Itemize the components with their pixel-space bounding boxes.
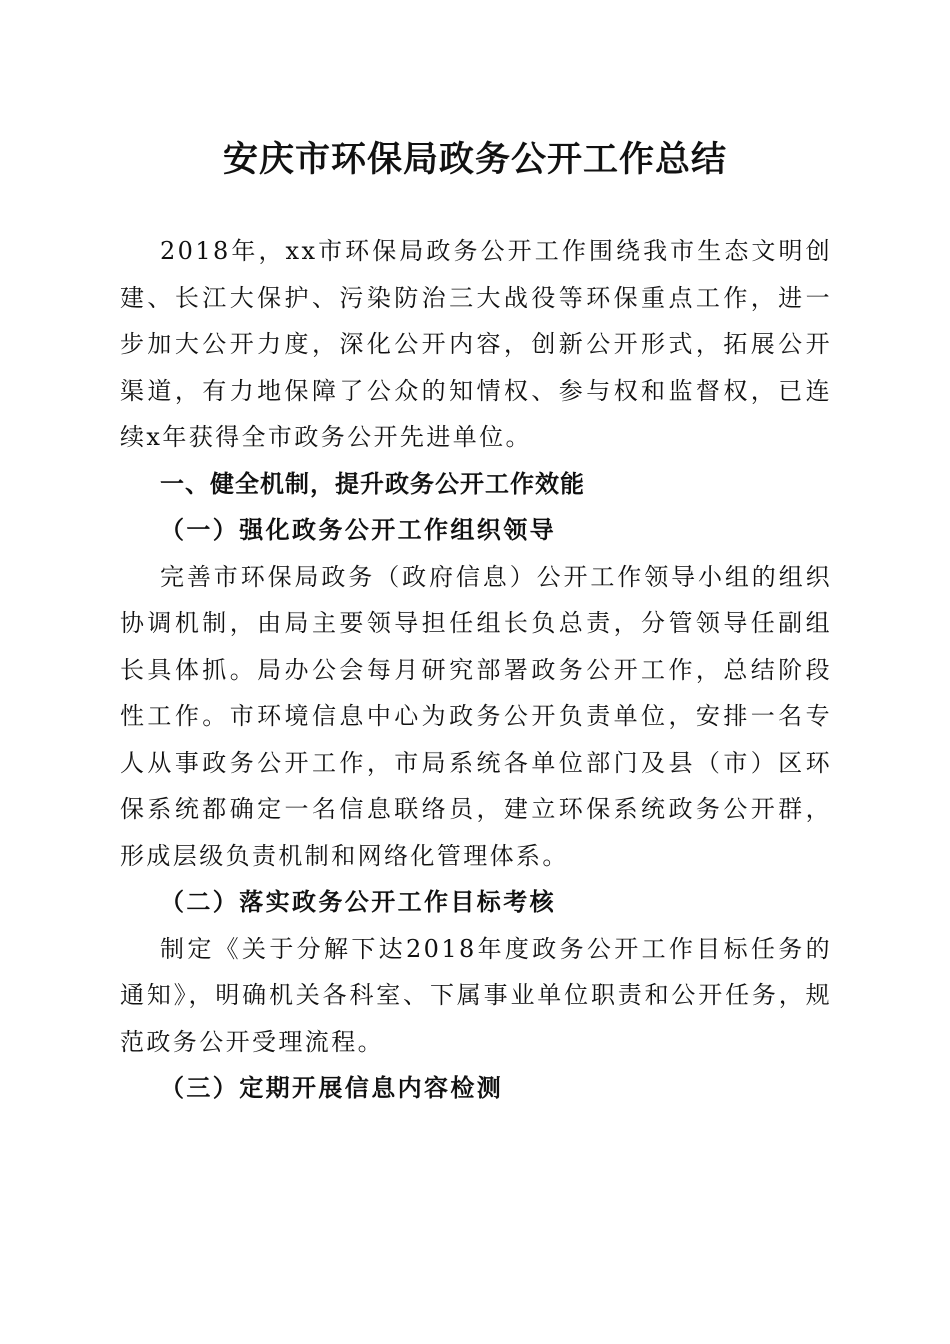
subsection-paragraph-1: 完善市环保局政务（政府信息）公开工作领导小组的组织协调机制，由局主要领导担任组长负总责，分管领导任副组长具体抓。局办公会每月研究部署政务公开工作，总结阶段性工作。市环境信息中心为政务公开负责单位，安排一名专人从事政务公开工作，市局系统各单位部门及县（市）区环保系统都确定一名信息联络员，建立环保系统政务公开群，形成层级负责机制和网络化管理体系。 bbox=[120, 562, 832, 870]
subsection-paragraph-2: 制定《关于分解下达2018年度政务公开工作目标任务的通知》，明确机关各科室、下属事业单位职责和公开任务，规范政务公开受理流程。 bbox=[120, 934, 832, 1056]
section-heading-1: 一、健全机制，提升政务公开工作效能 bbox=[160, 469, 585, 498]
subsection-heading-1: （一）强化政务公开工作组织领导 bbox=[160, 515, 556, 544]
intro-paragraph: 2018年，xx市环保局政务公开工作围绕我市生态文明创建、长江大保护、污染防治三大战役等环保重点工作，进一步加大公开力度，深化公开内容，创新公开形式，拓展公开渠道，有力地保障了公众的知情权、参与权和监督权，已连续x年获得全市政务公开先进单位。 bbox=[120, 237, 832, 451]
document-body bbox=[120, 228, 832, 1112]
document-title: 安庆市环保局政务公开工作总结 bbox=[222, 139, 727, 180]
subsection-heading-3: （三）定期开展信息内容检测 bbox=[160, 1073, 504, 1102]
subsection-heading-2: （二）落实政务公开工作目标考核 bbox=[160, 887, 556, 916]
